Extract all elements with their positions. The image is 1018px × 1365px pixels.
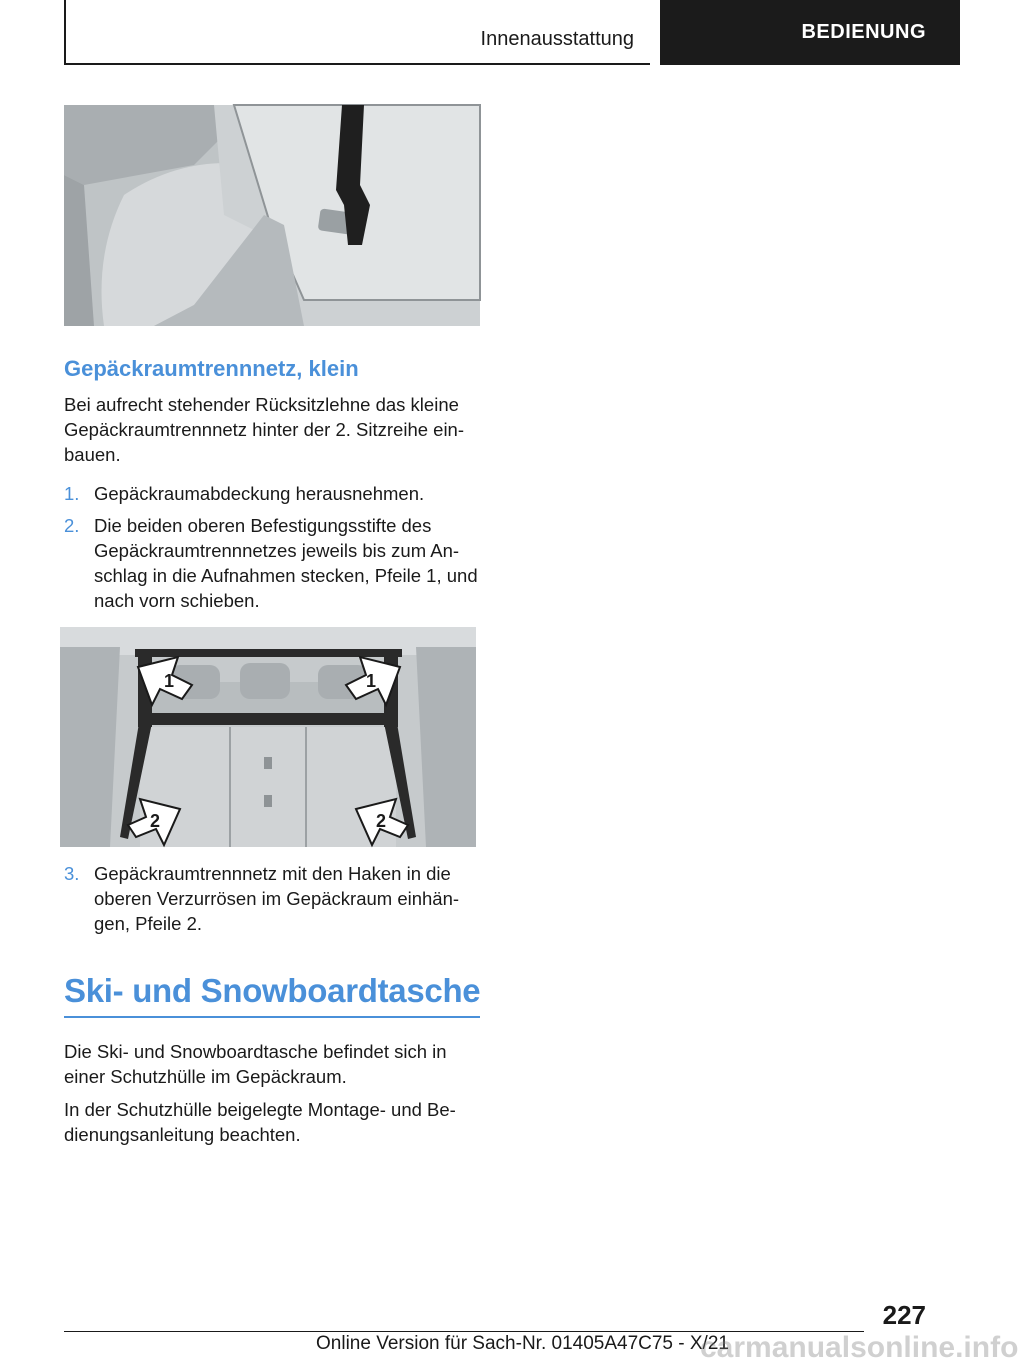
section-heading-luggage-net: Gepäckraumtrennnetz, klein <box>64 356 359 381</box>
figure-luggage-net-mount-illustration <box>64 105 480 326</box>
arrow-label: 2 <box>376 811 387 831</box>
ski-bag-instructions-paragraph: In der Schutzhülle beigelegte Montage- und Be-dienungsanleitung beachten. <box>64 1099 456 1145</box>
step-text: Gepäckraumtrennnetz mit den Haken in die oberen Verzurrösen im Gepäckraum einhän-gen, Pfeile 2. <box>94 863 460 934</box>
figure-luggage-net-installed-illustration <box>60 627 476 847</box>
step-number: 3. <box>64 863 80 884</box>
arrow-label: 1 <box>164 671 175 691</box>
watermark: carmanualsonline.info <box>700 1331 1018 1364</box>
arrow-label: 2 <box>150 811 161 831</box>
step-number: 1. <box>64 483 80 504</box>
header-section-title: Innenausstattung <box>480 28 634 50</box>
section-heading-ski-bag: Ski- und Snowboardtasche <box>64 972 481 1009</box>
footer-online-version: Online Version für Sach-Nr. 01405A47C75 - X/21 <box>316 1333 729 1354</box>
intro-paragraph: Bei aufrecht stehender Rücksitzlehne das kleine Gepäckraumtrennnetz hinter der 2. Sitzreihe ein-bauen. <box>64 394 465 465</box>
step-number: 2. <box>64 515 80 536</box>
step-text: Gepäckraumabdeckung herausnehmen. <box>94 483 425 504</box>
step-text: Die beiden oberen Befestigungsstifte des Gepäckraumtrennnetzes jeweils bis zum An-schlag in die Aufnahmen stecken, Pfeile 1, und nach vorn schieben. <box>94 515 478 611</box>
ski-bag-paragraph: Die Ski- und Snowboardtasche befindet sich in einer Schutzhülle im Gepäckraum. <box>64 1041 447 1087</box>
header-left-rule <box>64 0 66 64</box>
header-chapter-label: BEDIENUNG <box>801 21 926 43</box>
figure-luggage-net-installed <box>60 627 476 847</box>
figure-luggage-net-mount <box>64 105 480 326</box>
heading-rule <box>64 1016 480 1018</box>
header-rule <box>64 63 650 65</box>
arrow-label: 1 <box>366 671 377 691</box>
header-chapter-tab <box>660 0 960 65</box>
page-number: 227 <box>882 1300 926 1330</box>
